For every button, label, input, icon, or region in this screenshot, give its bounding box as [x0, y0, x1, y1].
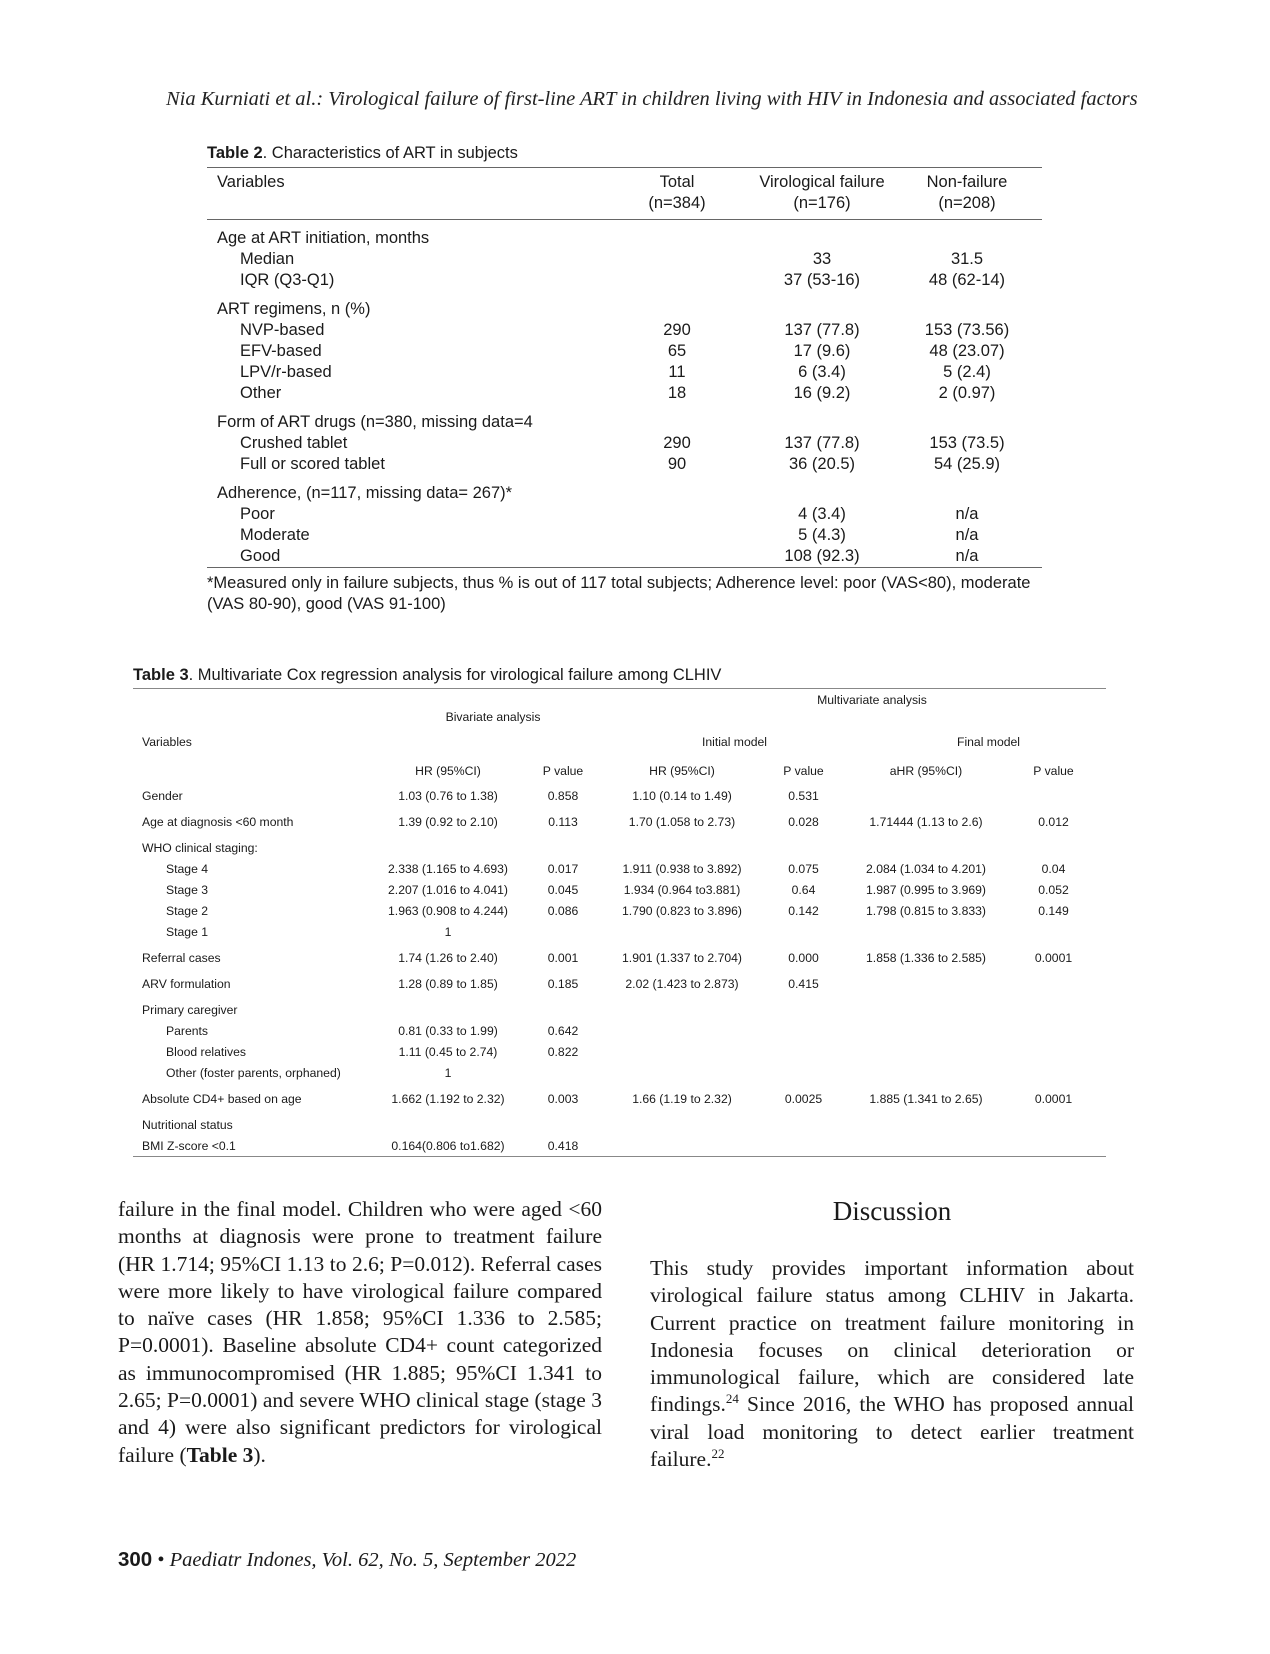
bivariate-header: Bivariate analysis [445, 710, 541, 724]
cell-ihr [608, 1109, 756, 1135]
cell-p: 0.418 [518, 1135, 608, 1157]
table-3-row [133, 1135, 1106, 1157]
table-3-row [133, 1041, 1106, 1062]
cell-hr: 2.338 (1.165 to 4.693) [388, 861, 508, 876]
cell-p: 0.045 [547, 882, 579, 897]
cell-ihr: 1.911 (0.938 to 3.892) [622, 861, 742, 876]
cell-ip: 0.531 [788, 788, 819, 803]
table-3-subheader-row [133, 760, 1106, 781]
cell-ihr: 1.901 (1.337 to 2.704) [622, 950, 742, 965]
table-2-row [207, 433, 1042, 454]
cell-total [602, 270, 752, 291]
cell-hr: 1.963 (0.908 to 4.244) [388, 903, 508, 918]
discussion-text: This study provides important information about virological failure status among CLHIV in Jakarta. Current practice on treatment failure monitoring in Indonesia focuses on clinical deterioration or immunological failure, which are considered late findings.$^{24}$ Since 2016, the WHO has proposed annual viral load monitoring to detect earlier treatment failure.$^{22}$ [650, 1256, 1134, 1472]
cell-total: 11 [668, 363, 686, 381]
cell-label: WHO clinical staging: [142, 840, 258, 855]
cell-label: EFV-based [240, 342, 322, 360]
cell-fhr: 1.858 (1.336 to 2.585) [866, 950, 986, 965]
cell-label: Other [240, 384, 282, 402]
table-3-row [133, 858, 1106, 879]
cell-nf: 54 (25.9) [933, 455, 1001, 473]
cell-hr: 1.662 (1.192 to 2.32) [391, 1091, 505, 1106]
cell-p: 0.642 [547, 1023, 579, 1038]
cell-ihr: 1.934 (0.964 to3.881) [623, 882, 741, 897]
cell-nf: n/a [955, 526, 979, 544]
cell-fhr [851, 832, 1001, 858]
cell-ip [756, 1041, 851, 1062]
col-variables: Variables [142, 734, 192, 749]
cell-p: 0.086 [547, 903, 579, 918]
cell-ip: 0.142 [788, 903, 819, 918]
cell-nf: n/a [892, 546, 1042, 568]
col-p: P value [542, 763, 584, 778]
cell-ihr [608, 832, 756, 858]
cell-nf: 48 (62-14) [928, 271, 1006, 289]
cell-label: Age at diagnosis <60 month [142, 814, 294, 829]
col-total: Total (n=384) [648, 173, 706, 212]
table-2 [207, 144, 1042, 615]
cell-hr: 0.164(0.806 to1.682) [378, 1135, 518, 1157]
table-2-row [207, 454, 1042, 475]
cell-ihr: 1.790 (0.823 to 3.896) [622, 903, 742, 918]
cell-p [518, 1062, 608, 1083]
cell-ihr [608, 994, 756, 1020]
cell-ihr: 1.66 (1.19 to 2.32) [632, 1091, 732, 1106]
cell-fp [1001, 832, 1106, 858]
cell-total: 90 [667, 455, 687, 473]
final-model-header: Final model [957, 734, 1020, 749]
cell-nf: 153 (73.56) [924, 321, 1010, 339]
cell-p: 0.185 [547, 976, 579, 991]
cell-nf: 48 (23.07) [929, 342, 1005, 360]
cell-ihr [608, 1135, 756, 1157]
table-3-caption: Table 3. Multivariate Cox regression analysis for virological failure among CLHIV [133, 666, 722, 684]
cell-ip: 0.415 [788, 976, 819, 991]
cell-ihr: 1.70 (1.058 to 2.73) [628, 814, 736, 829]
cell-total: 290 [663, 321, 691, 339]
cell-hr [378, 1109, 518, 1135]
cell-fp [1001, 921, 1106, 942]
cell-p: 0.003 [547, 1091, 579, 1106]
table-3-row [133, 1020, 1106, 1041]
cell-nf: 153 (73.5) [929, 434, 1005, 452]
table-3-reference: Table 3 [186, 1442, 254, 1467]
cell-label: Median [240, 250, 295, 268]
initial-model-header: Initial model [701, 734, 768, 749]
cell-p [518, 1109, 608, 1135]
cell-vf: 5 (4.3) [798, 526, 846, 544]
cell-ihr [608, 921, 756, 942]
table-3-row [133, 879, 1106, 900]
table-3-row [133, 994, 1106, 1020]
cell-hr: 1.11 (0.45 to 2.74) [398, 1044, 498, 1059]
cell-ip [756, 994, 851, 1020]
table-3-header-row [133, 710, 1106, 731]
cell-vf: 108 (92.3) [752, 546, 892, 568]
table-2-group-row [207, 475, 1042, 504]
cell-fhr [851, 1020, 1001, 1041]
cell-fhr: 1.987 (0.995 to 3.969) [866, 882, 986, 897]
table-3-row [133, 785, 1106, 806]
left-column-text: failure in the final model. Children who were aged <60 months at diagnosis were prone to treatment failure (HR 1.714; 95%CI 1.13 to 2.6; P=0.012). Referral cases were more likely to have virological failure compared to naïve cases (HR 1.858; 95%CI 1.336 to 2.585; P=0.0001). Baseline absolute CD4+ count categorized as immunocompromised (HR 1.885; 95%CI 1.341 to 2.65; P=0.0001) and severe WHO clinical stage (stage 3 and 4) were also significant predictors for virological failure (Table 3). [118, 1197, 602, 1467]
group-label: ART regimens, n (%) [217, 300, 371, 318]
cell-fhr: 2.084 (1.034 to 4.201) [866, 861, 986, 876]
col-initial-hr: HR (95%CI) [649, 763, 715, 778]
cell-p: 0.113 [548, 814, 578, 829]
table-3 [133, 666, 1106, 1157]
cell-label: Parents [166, 1023, 209, 1038]
table-3-row [133, 1109, 1106, 1135]
cell-total: 290 [663, 434, 691, 452]
cell-label: Gender [142, 788, 183, 803]
cell-ip: 0.000 [788, 950, 819, 965]
cell-ihr [608, 1041, 756, 1062]
col-initial-p: P value [783, 763, 824, 778]
cell-vf: 17 (9.6) [793, 342, 851, 360]
page-number: 300 [118, 1548, 153, 1571]
journal-citation: Paediatr Indones, Vol. 62, No. 5, September 2022 [169, 1549, 577, 1571]
cell-label: Stage 3 [166, 882, 209, 897]
table-3-row [133, 921, 1106, 942]
cell-label: Good [207, 546, 602, 568]
table-2-row [207, 504, 1042, 525]
cell-ip: 0.64 [791, 882, 816, 897]
group-label: Adherence, (n=117, missing data= 267)* [217, 484, 513, 502]
cell-hr: 1 [444, 1065, 452, 1080]
cell-fp [1001, 1062, 1106, 1083]
cell-label: Blood relatives [166, 1044, 246, 1059]
cell-ip [756, 832, 851, 858]
cell-p: 0.017 [547, 861, 579, 876]
cell-label: Stage 2 [166, 903, 209, 918]
multivariate-header: Multivariate analysis [608, 689, 1106, 711]
table-3-row [133, 832, 1106, 858]
group-label: Form of ART drugs (n=380, missing data=4 [217, 413, 533, 431]
cell-label: NVP-based [240, 321, 325, 339]
table-3-row [133, 968, 1106, 994]
cell-label: Absolute CD4+ based on age [142, 1091, 302, 1106]
cell-vf: 16 (9.2) [793, 384, 851, 402]
cell-hr: 1.39 (0.92 to 2.10) [398, 814, 498, 829]
cell-label: Poor [240, 505, 275, 523]
cell-label: Nutritional status [142, 1117, 233, 1132]
cell-fhr [851, 921, 1001, 942]
col-virological-failure: Virological failure (n=176) [759, 173, 885, 212]
table-2-row [207, 362, 1042, 383]
cell-fp [1001, 994, 1106, 1020]
cell-fp [1001, 1135, 1106, 1157]
table-2-row [207, 270, 1042, 291]
cell-ip: 0.075 [788, 861, 819, 876]
cell-p [518, 832, 608, 858]
running-header: Nia Kurniati et al.: Virological failure of first-line ART in children living with HIV in Indonesia and associated factors [166, 88, 1138, 110]
cell-vf: 6 (3.4) [798, 363, 846, 381]
cell-ihr: 2.02 (1.423 to 2.873) [625, 976, 739, 991]
table-2-row [207, 249, 1042, 270]
cell-fhr [851, 994, 1001, 1020]
cell-hr: 1.28 (0.89 to 1.85) [398, 976, 498, 991]
cell-hr [378, 994, 518, 1020]
group-label: Age at ART initiation, months [217, 229, 430, 247]
cell-label: Stage 1 [166, 924, 209, 939]
cell-fp [1001, 1041, 1106, 1062]
cell-label: Other (foster parents, orphaned) [166, 1065, 341, 1080]
table-2-row [207, 525, 1042, 546]
cell-total: 65 [667, 342, 687, 360]
cell-fhr [851, 1041, 1001, 1062]
cell-p: 0.001 [547, 950, 579, 965]
citation-24: 24 [725, 1391, 739, 1407]
cell-p [518, 994, 608, 1020]
table-2-row [207, 383, 1042, 404]
cell-ip [756, 1062, 851, 1083]
table-2-group-row [207, 404, 1042, 433]
cell-nf: 5 (2.4) [943, 363, 991, 381]
citation-22: 22 [711, 1445, 725, 1461]
cell-label: Crushed tablet [240, 434, 348, 452]
cell-fhr [851, 1062, 1001, 1083]
cell-ip [756, 1020, 851, 1041]
cell-ip [756, 1135, 851, 1157]
cell-fp [1001, 1020, 1106, 1041]
cell-nf: 2 (0.97) [938, 384, 996, 402]
page-footer: 300 • Paediatr Indones, Vol. 62, No. 5, September 2022 [118, 1548, 577, 1571]
cell-total: 18 [667, 384, 687, 402]
table-2-group-row [207, 291, 1042, 320]
cell-label: Referral cases [142, 950, 221, 965]
cell-label: Moderate [240, 526, 310, 544]
cell-vf: 4 (3.4) [798, 505, 846, 523]
cell-hr: 0.81 (0.33 to 1.99) [398, 1023, 498, 1038]
col-non-failure: Non-failure (n=208) [926, 173, 1008, 212]
cell-fhr [851, 1109, 1001, 1135]
table-3-row [133, 942, 1106, 968]
table-2-header [207, 168, 1042, 220]
cell-vf: 137 (77.8) [784, 321, 860, 339]
table-2-row [207, 341, 1042, 362]
cell-fp: 0.149 [1038, 903, 1069, 918]
discussion-heading: Discussion [832, 1196, 952, 1226]
table-2-caption: Table 2. Characteristics of ART in subjects [207, 144, 518, 162]
table-3-header-row [133, 689, 1106, 711]
cell-total [602, 546, 752, 568]
cell-total [602, 504, 752, 525]
cell-nf: 31.5 [950, 250, 984, 268]
cell-ihr [608, 1020, 756, 1041]
cell-hr: 1.03 (0.76 to 1.38) [398, 788, 498, 803]
cell-ip [756, 1109, 851, 1135]
cell-hr: 1 [444, 924, 452, 939]
table-2-group-row [207, 220, 1042, 250]
cell-label: ARV formulation [142, 976, 231, 991]
table-3-row [133, 1062, 1106, 1083]
cell-total [602, 249, 752, 270]
cell-fhr: 1.71444 (1.13 to 2.6) [869, 814, 983, 829]
cell-vf: 37 (53-16) [783, 271, 861, 289]
cell-fp [1001, 1109, 1106, 1135]
cell-label: LPV/r-based [240, 363, 332, 381]
cell-hr: 1.74 (1.26 to 2.40) [398, 950, 498, 965]
cell-label: Stage 4 [166, 861, 209, 876]
cell-ihr [608, 1062, 756, 1083]
col-variables: Variables [217, 173, 285, 191]
cell-p [518, 921, 608, 942]
cell-vf: 33 [812, 250, 832, 268]
cell-fhr: 1.885 (1.341 to 2.65) [869, 1091, 983, 1106]
cell-fp: 0.0001 [1034, 1091, 1073, 1106]
table-3-header-row [133, 731, 1106, 752]
table-3-row [133, 1083, 1106, 1109]
table-2-footnote: *Measured only in failure subjects, thus % is out of 117 total subjects; Adherence level: poor (VAS<80), moderate (VAS 80-90), good (VAS 91-100) [207, 574, 1031, 613]
cell-fp: 0.012 [1038, 814, 1069, 829]
table-2-row [207, 320, 1042, 341]
cell-p: 0.822 [547, 1044, 579, 1059]
cell-label: IQR (Q3-Q1) [240, 271, 335, 289]
cell-fhr: 1.798 (0.815 to 3.833) [866, 903, 986, 918]
cell-fhr [851, 968, 1001, 994]
cell-fp: 0.04 [1041, 861, 1066, 876]
cell-fhr [851, 785, 1001, 806]
cell-fp: 0.052 [1038, 882, 1069, 897]
col-final-p: P value [1033, 763, 1074, 778]
cell-total [602, 525, 752, 546]
col-final-ahr: aHR (95%CI) [889, 763, 963, 778]
cell-ihr: 1.10 (0.14 to 1.49) [632, 788, 732, 803]
cell-vf: 36 (20.5) [788, 455, 856, 473]
col-hr: HR (95%CI) [415, 763, 481, 778]
cell-nf: n/a [955, 505, 979, 523]
cell-label: Full or scored tablet [240, 455, 385, 473]
cell-fp [1001, 968, 1106, 994]
cell-label: BMI Z-score <0.1 [133, 1135, 378, 1157]
table-2-row [207, 546, 1042, 568]
table-3-row [133, 900, 1106, 921]
cell-ip: 0.028 [788, 814, 819, 829]
cell-fp: 0.0001 [1034, 950, 1073, 965]
cell-ip: 0.0025 [784, 1091, 823, 1106]
cell-ip [756, 921, 851, 942]
cell-p: 0.858 [547, 788, 579, 803]
cell-hr [378, 832, 518, 858]
cell-hr: 2.207 (1.016 to 4.041) [388, 882, 508, 897]
cell-vf: 137 (77.8) [784, 434, 860, 452]
cell-fhr [851, 1135, 1001, 1157]
table-3-row [133, 806, 1106, 832]
cell-fp [1001, 785, 1106, 806]
cell-label: Primary caregiver [142, 1002, 238, 1017]
